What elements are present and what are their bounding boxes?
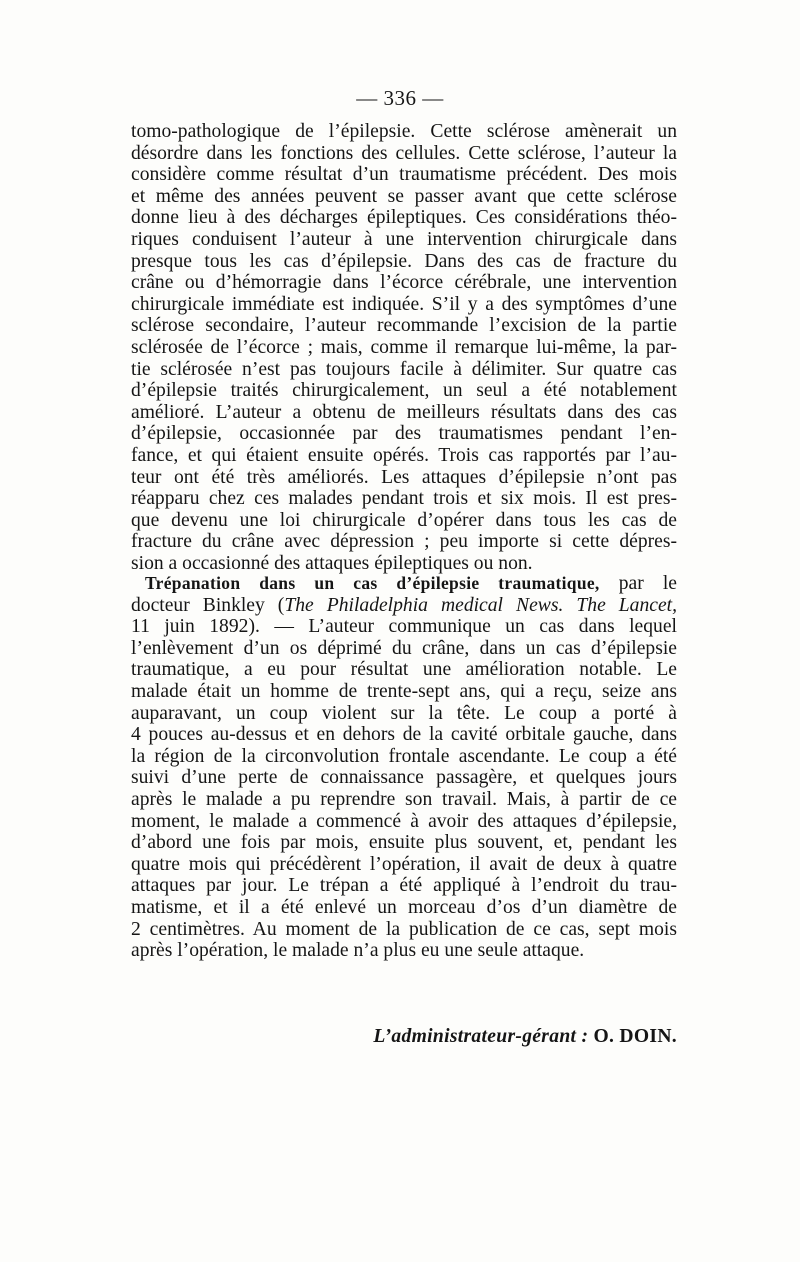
- text-line: d’épilepsie traités chirurgicalement, un seul a été notablement: [131, 380, 677, 402]
- citation-date-line: [131, 616, 677, 638]
- text-line: amélioré. L’auteur a obtenu de meilleurs résultats dans des cas: [131, 401, 677, 423]
- article-trepanation: [131, 573, 677, 962]
- text-line: quatre mois qui précédèrent l’opération, il avait de deux à quatre: [131, 853, 677, 875]
- text-line: considère comme résultat d’un traumatisme précédent. Des mois: [131, 164, 677, 186]
- page-number: — 336 —: [356, 86, 444, 110]
- text-line: crâne ou d’hémorragie dans l’écorce cérébrale, une intervention: [131, 272, 677, 294]
- article-heading: Trépanation dans un cas d’épilepsie traumatique,: [145, 573, 600, 593]
- text-line: chirurgicale immédiate est indiquée. S’il y a des symptômes d’une: [131, 293, 677, 315]
- citation-journals: The Philadelphia medical News. The Lancet,: [284, 594, 677, 616]
- text-line: attaques par jour. Le trépan a été appliqué à l’endroit du trau-: [131, 875, 677, 897]
- text-line: sion a occasionné des attaques épileptiques ou non.: [131, 552, 533, 574]
- text-line: moment, le malade a commencé à avoir des attaques d’épilepsie,: [131, 810, 677, 832]
- text-line: fracture du crâne avec dépression ; peu importe si cette dépres-: [131, 531, 677, 553]
- text-line: d’épilepsie, occasionnée par des traumatismes pendant l’en-: [131, 423, 677, 445]
- text-line: presque tous les cas d’épilepsie. Dans des cas de fracture du: [131, 250, 677, 272]
- text-line: traumatique, a eu pour résultat une amélioration notable. Le: [131, 659, 677, 681]
- signature: [131, 1026, 677, 1048]
- text-line: tomo-pathologique de l’épilepsie. Cette sclérose amènerait un: [131, 121, 677, 142]
- article-heading-line: [131, 573, 677, 595]
- signature-title: L’administrateur-gérant :: [373, 1026, 589, 1047]
- text-line: désordre dans les fonctions des cellules. Cette sclérose, l’auteur la: [131, 142, 677, 164]
- text-line: réapparu chez ces malades pendant trois et six mois. Il est pres-: [131, 488, 677, 510]
- text-line: l’enlèvement d’un os déprimé du crâne, dans un cas d’épilepsie: [131, 637, 677, 659]
- text-line: la région de la circonvolution frontale ascendante. Le coup a été: [131, 745, 677, 767]
- text-line: que devenu une loi chirurgicale d’opérer dans tous les cas de: [131, 509, 677, 531]
- citation-author: docteur Binkley (: [131, 594, 285, 616]
- text-line: et même des années peuvent se passer avant que cette sclérose: [131, 185, 677, 207]
- citation-date: 11 juin 1892). —: [131, 616, 309, 638]
- text-line: suivi d’une perte de connaissance passagère, et quelques jours: [131, 767, 677, 789]
- text-line: donne lieu à des décharges épileptiques. Ces considérations théo-: [131, 207, 677, 229]
- text-line: 4 pouces au-dessus et en dehors de la cavité orbitale gauche, dans: [131, 724, 677, 746]
- text-line: fance, et qui étaient ensuite opérés. Trois cas rapportés par l’au-: [131, 444, 677, 466]
- text-line: teur ont été très améliorés. Les attaques d’épilepsie n’ont pas: [131, 466, 677, 488]
- text-line: après l’opération, le malade n’a plus eu une seule attaque.: [131, 940, 585, 962]
- citation-line: [131, 595, 677, 617]
- text-line: sclérosée de l’écorce ; mais, comme il remarque lui-même, la par-: [131, 336, 677, 358]
- text-line: riques conduisent l’auteur à une intervention chirurgicale dans: [131, 228, 677, 250]
- text-line: matisme, et il a été enlevé un morceau d’os d’un diamètre de: [131, 896, 677, 918]
- text-line: malade était un homme de trente-sept ans, qui a reçu, seize ans: [131, 680, 677, 702]
- text-line: après le malade a pu reprendre son travail. Mais, à partir de ce: [131, 788, 677, 810]
- text-line: auparavant, un coup violent sur la tête. Le coup a porté à: [131, 702, 677, 724]
- article-opening: L’auteur communique un cas dans lequel: [308, 616, 677, 638]
- text-line: sclérose secondaire, l’auteur recommande l’excision de la partie: [131, 315, 677, 337]
- text-line: d’abord une fois par mois, ensuite plus souvent, et, pendant les: [131, 832, 677, 854]
- article-heading-tail: par le: [599, 573, 677, 594]
- paragraph-continuation: [131, 121, 677, 574]
- signature-name: O. DOIN.: [588, 1026, 677, 1047]
- text-line: tie sclérosée n’est pas toujours facile à délimiter. Sur quatre cas: [131, 358, 677, 380]
- text-line: 2 centimètres. Au moment de la publication de ce cas, sept mois: [131, 918, 677, 940]
